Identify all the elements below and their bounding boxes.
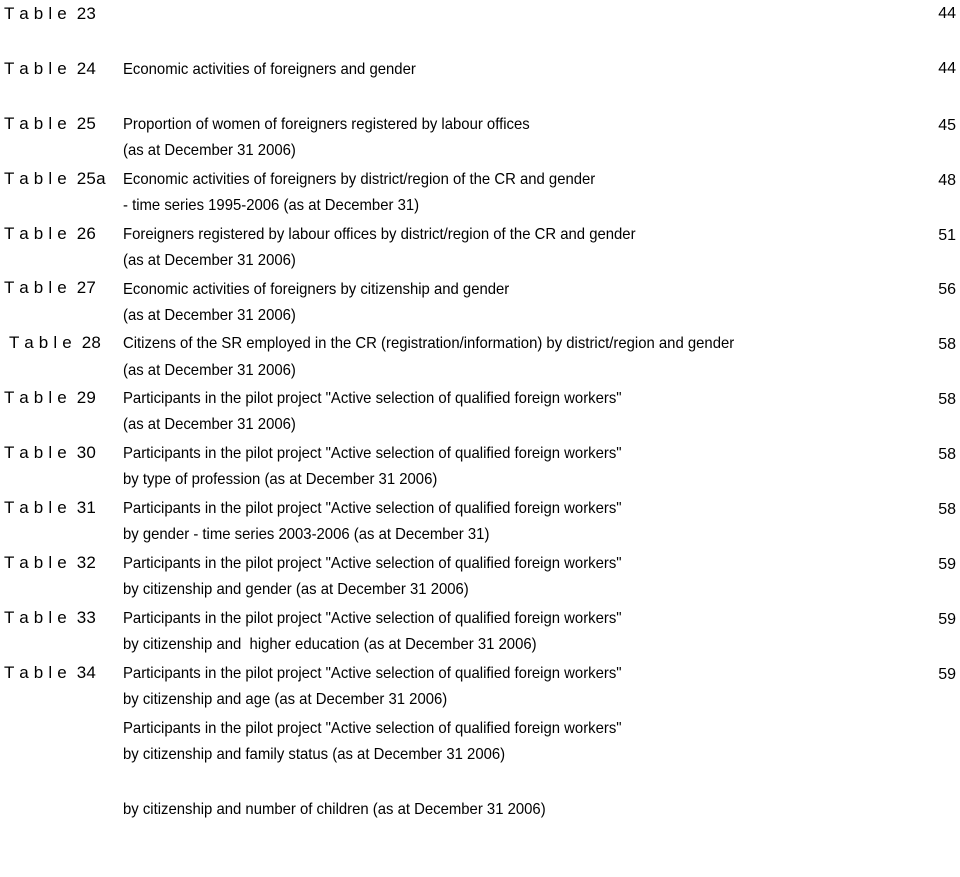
- title-line-1: Economic activities of foreigners by district/region of the CR and gender: [123, 170, 596, 188]
- table-number: T a b l e 32: [4, 552, 97, 572]
- title-line-2: (as at December 31 2006): [123, 306, 296, 324]
- table-number: T a b l e 33: [4, 607, 97, 627]
- title-line-2: by gender - time series 2003-2006 (as at December 31): [123, 526, 490, 544]
- title-line-2: (as at December 31 2006): [123, 416, 296, 434]
- table-number: T a b l e 24: [4, 58, 97, 78]
- table-number: T a b l e 28: [9, 333, 102, 353]
- title-line-1: Economic activities of foreigners by citizenship and gender: [123, 280, 510, 298]
- page-number: 58: [938, 336, 956, 354]
- table-number: T a b l e 34: [4, 662, 97, 682]
- page-number: 58: [938, 446, 956, 464]
- table-number: T a b l e 23: [4, 4, 97, 23]
- table-title: [123, 661, 622, 877]
- title-line-2: (as at December 31 2006): [123, 251, 296, 269]
- title-line-1: Proportion of women of foreigners registered by labour offices: [123, 115, 530, 133]
- title-line-1: Participants in the pilot project "Active selection of qualified foreign workers": [123, 719, 622, 737]
- title-line-2: by citizenship and number of children (as at December 31 2006): [123, 800, 546, 818]
- title-line-1: Citizens of the SR employed in the CR (registration/information) by district/region and gender: [123, 335, 735, 353]
- table-number: T a b l e 25a: [4, 168, 106, 188]
- page-number: 48: [938, 171, 956, 189]
- title-line-2: by citizenship and age (as at December 31 2006): [123, 690, 448, 708]
- title-line-1: Participants in the pilot project "Active selection of qualified foreign workers": [123, 390, 622, 408]
- title-line-2: by citizenship and higher education (as at December 31 2006): [123, 636, 537, 654]
- title-line-1: Participants in the pilot project "Active selection of qualified foreign workers": [123, 609, 622, 627]
- table-number: T a b l e 30: [4, 443, 97, 463]
- title-line-1: Participants in the pilot project "Active selection of qualified foreign workers": [123, 555, 622, 573]
- title-line-2: (as at December 31 2006): [123, 142, 296, 159]
- table-number: T a b l e 27: [4, 278, 97, 298]
- title-line-2: by citizenship and gender (as at December 31 2006): [123, 581, 469, 599]
- title-line-2: by type of profession (as at December 31 2006): [123, 471, 438, 489]
- table-number: T a b l e 26: [4, 223, 97, 243]
- page-number: 59: [938, 610, 956, 628]
- table-number: T a b l e 29: [4, 388, 97, 408]
- title-line-1: Economic activities of foreigners and gender: [123, 61, 416, 78]
- page-number: 59: [938, 665, 956, 683]
- page-number: 44: [938, 5, 956, 22]
- title-line-2: - time series 1995-2006 (as at December 31): [123, 196, 420, 214]
- title-line-1: Participants in the pilot project "Active selection of qualified foreign workers": [123, 445, 622, 463]
- table-number: T a b l e 31: [4, 498, 97, 518]
- table-number: T a b l e 25: [4, 113, 97, 133]
- title-line-1: Participants in the pilot project "Active selection of qualified foreign workers": [123, 664, 622, 682]
- title-line-2: (as at December 31 2006): [123, 361, 296, 379]
- page-number: 51: [938, 226, 956, 244]
- page-number: 58: [938, 501, 956, 519]
- page-number: 45: [938, 116, 956, 134]
- title-line-2: by citizenship and family status (as at December 31 2006): [123, 745, 506, 763]
- page-number: 59: [938, 555, 956, 573]
- title-line-1: Participants in the pilot project "Active selection of qualified foreign workers": [123, 500, 622, 518]
- title-line-1: Foreigners registered by labour offices by district/region of the CR and gender: [123, 225, 636, 243]
- page-number: 56: [938, 281, 956, 299]
- page-number: 44: [938, 59, 956, 77]
- page-number: 58: [938, 391, 956, 409]
